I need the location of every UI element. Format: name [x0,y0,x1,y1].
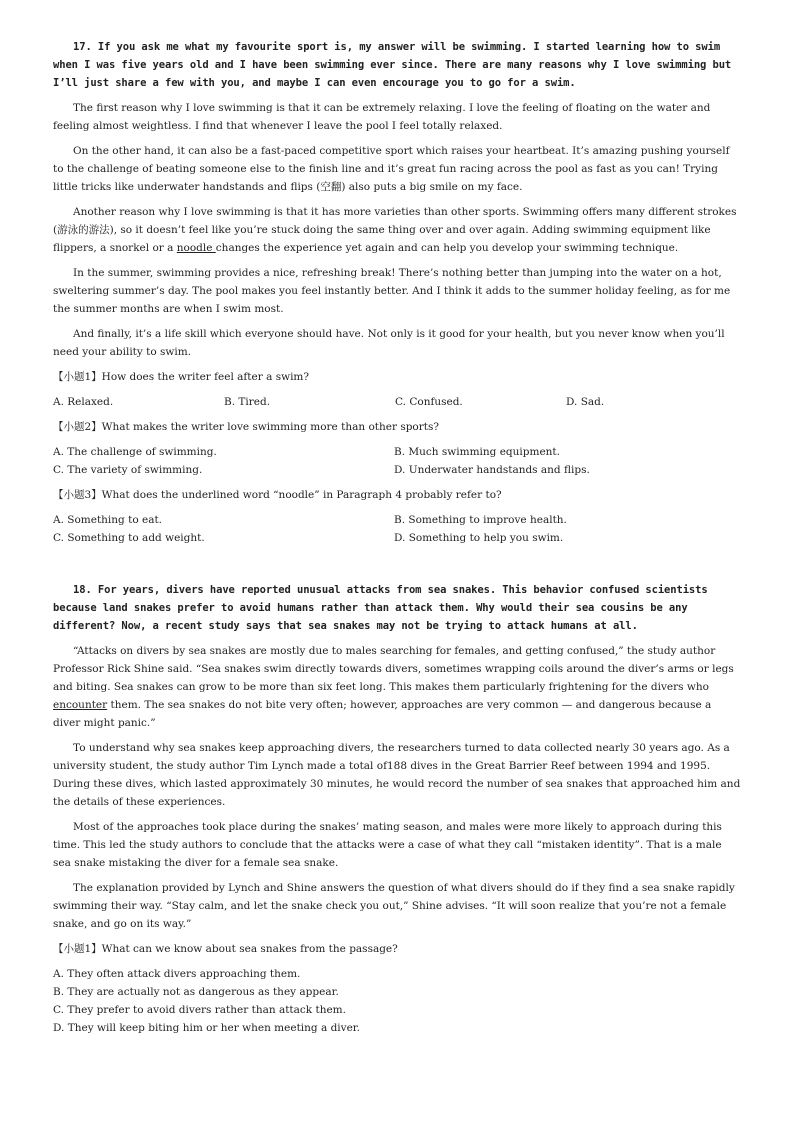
option-b: B. Something to improve health. [394,514,567,526]
underlined-word-noodle: noodle [176,242,216,254]
passage-18-paragraph-3: Most of the approaches took place during the snakes’ mating season, and males were more likely to approach during this time. This led the study authors to conclude that the attacks were a case of what they call “mistaken identity”. That is a male sea snake mistaking the diver for a female sea snake. [53,821,722,869]
option-c: C. The variety of swimming. [53,464,203,476]
question-18-1: 【小题1】What can we know about sea snakes from the passage? [53,943,398,955]
option-a: A. Relaxed. [53,396,114,408]
question-18-1-options [53,965,741,1037]
paragraph-text: “Attacks on divers by sea snakes are mostly due to males searching for females, and getting confused,” the study author Professor Rick Shine said. “Sea snakes swim directly towards divers, sometimes wrapping coils around the diver’s arms or legs and biting. Sea snakes can grow to be more than six feet long. This makes them particularly frightening for the divers who [53,645,734,693]
option-c: C. Confused. [395,396,463,408]
option-c: C. Something to add weight. [53,532,205,544]
option-a: A. The challenge of swimming. [53,446,217,458]
passage-17-intro: 17. If you ask me what my favourite sport is, my answer will be swimming. I started learning how to swim when I was five years old and I have been swimming ever since. There are many reasons why I love swimming but I’ll just share a few with you, and maybe I can even encourage you to go for a swim. [53,41,732,89]
option-d: D. They will keep biting him or her when meeting a diver. [53,1022,360,1034]
question-17-2: 【小题2】What makes the writer love swimming more than other sports? [53,421,440,433]
passage-18-paragraph-2: To understand why sea snakes keep approaching divers, the researchers turned to data collected nearly 30 years ago. As a university student, the study author Tim Lynch made a total of188 dives in the Great Barrier Reef between 1994 and 1995. During these dives, which lasted approximately 30 minutes, he would record the number of sea snakes that approached him and the details of these experiences. [53,742,741,808]
question-17-3: 【小题3】What does the underlined word “noodle” in Paragraph 4 probably refer to? [53,489,502,501]
paragraph-text: them. The sea snakes do not bite very often; however, approaches are very common — and dangerous because a diver might panic.” [53,699,712,729]
passage-17-paragraph-2: On the other hand, it can also be a fast-paced competitive sport which raises your heartbeat. It’s amazing pushing yourself to the challenge of beating someone else to the finish line and it’s great fun racing across the pool as fast as you can! Trying little tricks like underwater handstands and flips (空翻) also puts a big smile on my face. [53,145,730,193]
option-b: B. Much swimming equipment. [394,446,560,458]
underlined-word-encounter: encounter [53,699,108,711]
section-spacer [53,554,741,581]
passage-18-paragraph-4: The explanation provided by Lynch and Shine answers the question of what divers should do if they find a sea snake rapidly swimming their way. “Stay calm, and let the snake check you out,” Shine advises. “It will soon realize that you’re not a female snake, and go on its way.” [53,882,735,930]
paragraph-text: Another reason why I love swimming is that it has more varieties than other sports. Swimming offers many different strokes (游泳的游法), so it doesn’t feel like you’re stuck doing the same thing over and over again. Adding swimming equipment like flippers, a snorkel or a [53,206,737,254]
option-d: D. Sad. [566,396,605,408]
option-d: D. Underwater handstands and flips. [394,464,590,476]
option-b: B. Tired. [224,396,271,408]
question-17-2-options [53,443,741,479]
option-c: C. They prefer to avoid divers rather than attack them. [53,1004,346,1016]
passage-17-paragraph-1: The first reason why I love swimming is that it can be extremely relaxing. I love the feeling of floating on the water and feeling almost weightless. I find that whenever I leave the pool I feel totally relaxed. [53,102,711,132]
exam-page [53,38,741,1037]
option-a: A. Something to eat. [53,514,163,526]
passage-17-paragraph-4: In the summer, swimming provides a nice, refreshing break! There’s nothing better than jumping into the water on a hot, sweltering summer’s day. The pool makes you feel instantly better. And I think it adds to the summer holiday feeling, as for me the summer months are when I swim most. [53,267,731,315]
option-a: A. They often attack divers approaching them. [53,968,301,980]
passage-17-paragraph-3 [53,203,741,257]
question-17-1-options [53,393,741,411]
option-d: D. Something to help you swim. [394,532,564,544]
question-17-1: 【小题1】How does the writer feel after a swim? [53,371,310,383]
paragraph-text: changes the experience yet again and can help you develop your swimming technique. [215,242,679,254]
passage-18-intro: 18. For years, divers have reported unusual attacks from sea snakes. This behavior confused scientists because land snakes prefer to avoid humans rather than attack them. Why would their sea cousins be any different? Now, a recent study says that sea snakes may not be trying to attack humans at all. [53,584,708,632]
passage-18-paragraph-1 [53,642,741,732]
option-b: B. They are actually not as dangerous as they appear. [53,986,339,998]
question-17-3-options [53,511,741,547]
passage-17-paragraph-5: And finally, it’s a life skill which everyone should have. Not only is it good for your health, but you never know when you’ll need your ability to swim. [53,328,725,358]
